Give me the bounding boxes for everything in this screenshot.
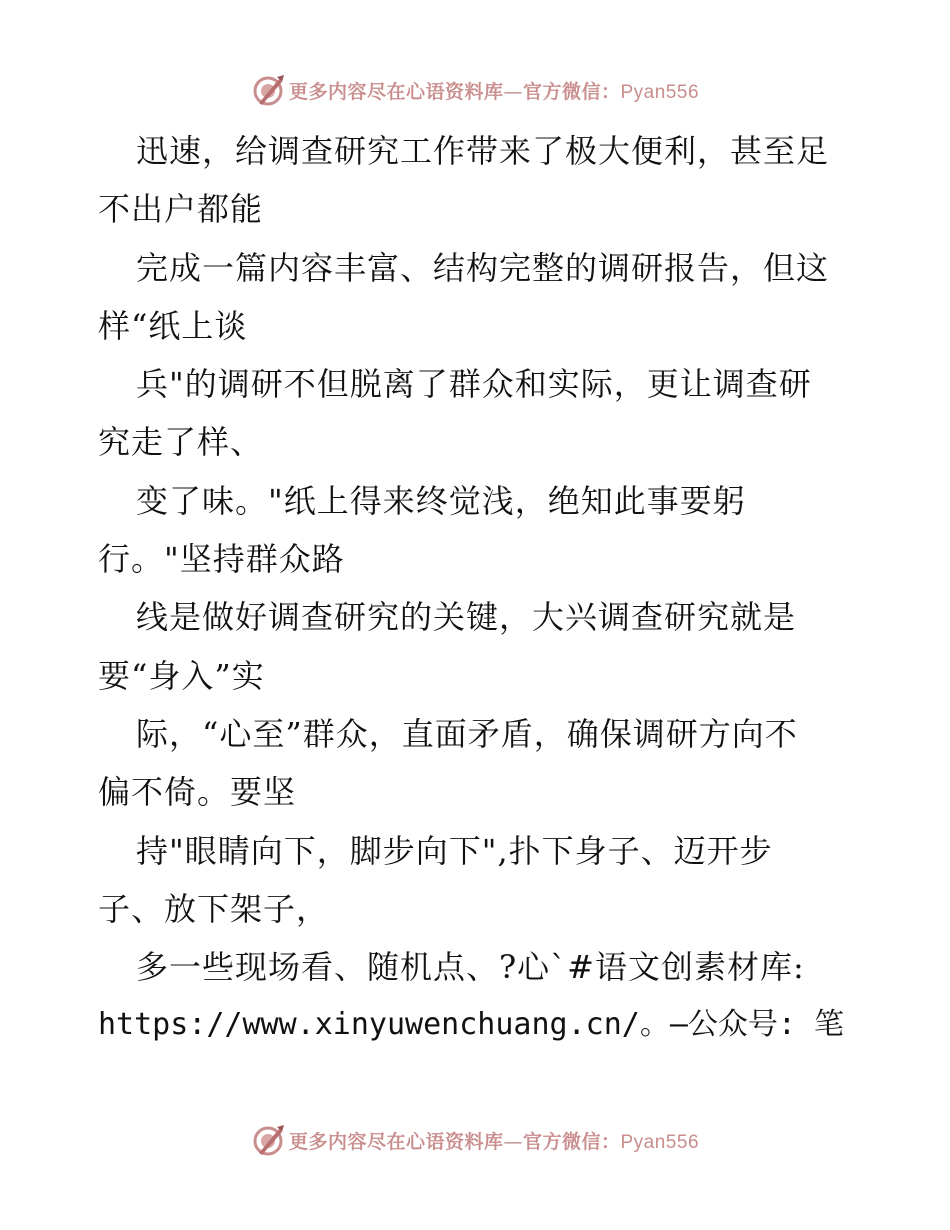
pen-logo-icon [251,1123,285,1157]
footer-separator: — [503,1130,523,1153]
text-line: 偏不倚。要坚 [98,773,297,812]
text-line: 究走了样、 [98,423,264,462]
text-line: 子、放下架子， [98,889,330,928]
text-line: 兵"的调研不但脱离了群众和实际，更让调查研 [136,365,812,404]
text-line: 样“纸上谈 [98,306,248,345]
pen-logo-icon [251,73,285,107]
footer-banner [0,1120,950,1160]
text-line: 线是做好调查研究的关键，大兴调查研究就是 [136,598,797,637]
text-line: 际，“心至”群众，直面矛盾，确保调研方向不 [136,714,798,753]
header-banner [0,70,950,110]
text-line: 要“身入”实 [98,656,265,695]
document-body [98,122,858,1055]
header-wechat-label: 官方微信： [522,80,621,103]
text-line: 迅速，给调查研究工作带来了极大便利，甚至足 [136,132,830,170]
header-separator: — [503,80,523,103]
header-wechat-id: Pyan556 [620,81,700,103]
text-line-url: https://www.xinyuwenchuang.cn/。—公众号: 笔 [98,1007,845,1043]
text-line: 变了味。"纸上得来终觉浅，绝知此事要躬 [136,481,746,520]
header-text [289,77,699,104]
footer-wechat-label: 官方微信： [522,1130,621,1153]
text-line: 行。"坚持群众路 [98,540,345,579]
text-line: 多一些现场看、随机点、?心`#语文创素材库: [136,948,805,987]
footer-site-text: 更多内容尽在心语资料库 [288,1130,504,1153]
text-line: 不出户都能 [98,190,264,229]
footer-text [289,1127,699,1154]
text-line: 持"眼睛向下，脚步向下",扑下身子、迈开步 [136,831,773,870]
header-site-text: 更多内容尽在心语资料库 [288,80,504,103]
footer-wechat-id: Pyan556 [620,1131,700,1153]
text-line: 完成一篇内容丰富、结构完整的调研报告，但这 [136,248,830,287]
